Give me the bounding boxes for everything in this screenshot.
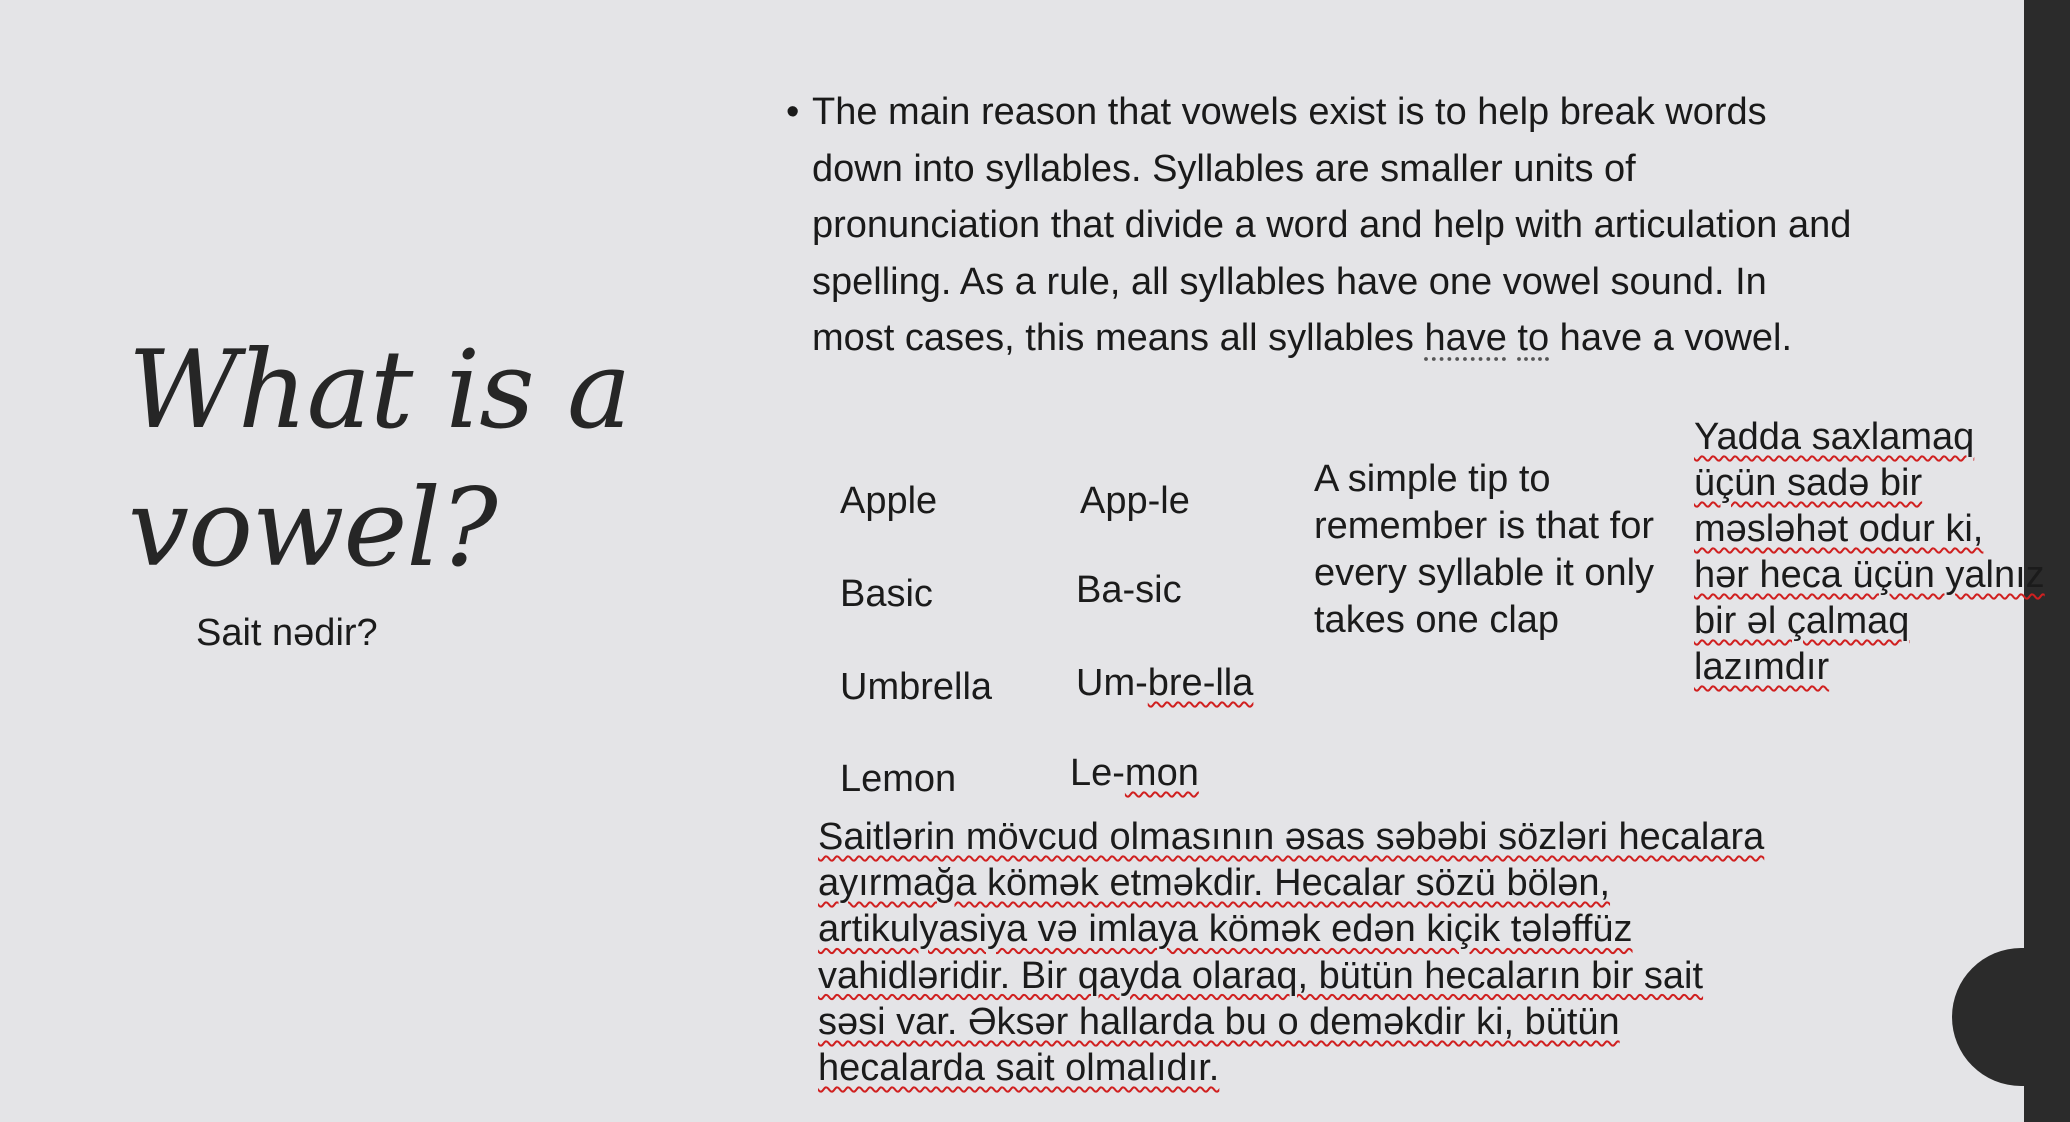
dotted-word-have: have <box>1424 317 1507 359</box>
dotted-word-to: to <box>1517 317 1550 359</box>
az-line-1: Saitlərin mövcud olmasının əsas səbəbi sözləri hecalara <box>818 816 1765 858</box>
az-line-2: ayırmağa kömək etməkdir. Hecalar sözü bölən, <box>818 862 1611 905</box>
split-apple[interactable]: App-le <box>1080 480 1190 522</box>
tip-az-line-5: bir əl çalmaq <box>1694 600 1910 642</box>
slide-title[interactable] <box>128 322 688 598</box>
tip-azerbaijani[interactable] <box>1694 414 2070 690</box>
word-umbrella[interactable]: Umbrella <box>840 666 993 708</box>
split-lemon-b: mon <box>1124 752 1199 794</box>
bullet-text: The main reason that vowels exist is to help break words down into syllables. Syllables are smaller units of pronunciation that divide a word and help with articulation and spelling. As a rule, all syllables have one vowel sound. In most cases, this means all syllables <box>812 91 1852 359</box>
azerbaijani-paragraph[interactable] <box>818 814 1938 1091</box>
split-lemon[interactable] <box>1070 752 1199 795</box>
bullet-text-end: have a vowel. <box>1549 317 1793 359</box>
slide-subtitle[interactable]: Sait nədir? <box>196 612 378 654</box>
split-basic[interactable]: Ba-sic <box>1076 569 1182 611</box>
tip-az-line-1: Yadda saxlamaq <box>1694 416 1975 458</box>
az-line-5: səsi var. Əksər hallarda bu o deməkdir ki, bütün <box>818 1000 1620 1043</box>
split-umbrella[interactable] <box>1076 662 1253 705</box>
word-basic[interactable]: Basic <box>840 573 933 615</box>
tip-az-line-2: üçün sadə bir <box>1694 462 1923 504</box>
tip-az-line-6: lazımdır <box>1694 646 1830 688</box>
az-line-4: vahidləridir. Bir qayda olaraq, bütün hecaların bir sait <box>818 954 1704 997</box>
bullet-paragraph[interactable] <box>786 84 1852 367</box>
title-line-1: What is a <box>128 328 631 453</box>
tip-english[interactable]: A simple tip to remember is that for every syllable it only takes one clap <box>1314 458 1655 641</box>
split-umbrella-a: Um- <box>1076 662 1148 704</box>
bullet-dot-icon: • <box>786 91 800 133</box>
title-line-2: vowel? <box>128 466 497 591</box>
word-lemon[interactable]: Lemon <box>840 758 957 800</box>
az-line-3: artikulyasiya və imlaya kömək edən kiçik tələffüz <box>818 908 1633 951</box>
word-apple[interactable]: Apple <box>840 480 938 522</box>
split-umbrella-b: bre-lla <box>1147 662 1254 704</box>
split-lemon-a: Le- <box>1070 752 1125 794</box>
tip-az-line-3: məsləhət odur ki, <box>1694 508 1984 550</box>
az-line-6: hecalarda sait olmalıdır. <box>818 1047 1220 1090</box>
tip-az-line-4: hər heca üçün yalnız <box>1694 554 2045 596</box>
